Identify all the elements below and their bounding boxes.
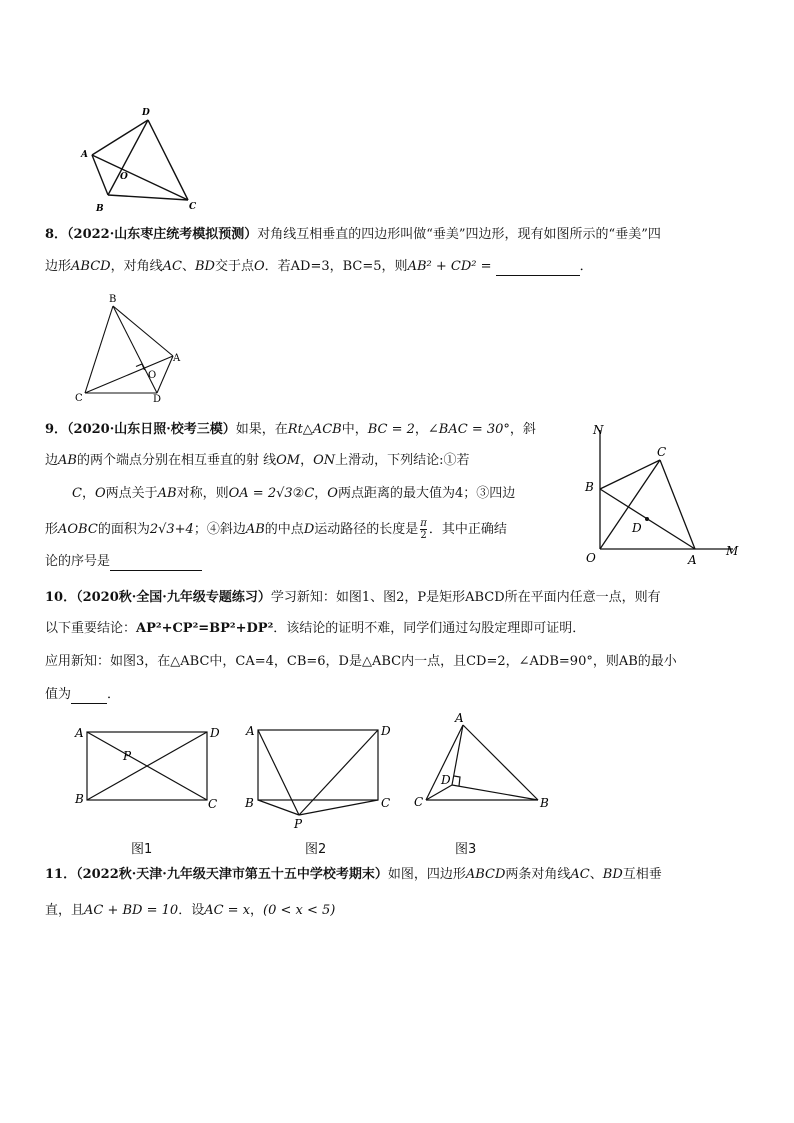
q8-expression: AB² + CD² = [407, 259, 492, 274]
q8-ac: AC [162, 259, 182, 274]
q9-line3 [72, 485, 515, 503]
q9-o-2: O [327, 486, 338, 501]
q8-text-2a: 边形 [45, 259, 72, 274]
q10-line2 [45, 620, 585, 638]
q8-label-b: B [109, 294, 117, 305]
q8-source: （2022·山东枣庄统考模拟预测） [67, 227, 258, 242]
q8-ad: AD=3 [290, 259, 330, 274]
q11-number: 11． [45, 867, 77, 882]
q9-c-2: C [304, 486, 315, 501]
q9-ab-2: AB [157, 486, 177, 501]
q9-fraction [420, 518, 427, 541]
q9-label-b: B [585, 480, 594, 494]
q10-source: （2020秋·全国·九年级专题练习） [76, 590, 271, 605]
q9-claim-3: ；③四边 [463, 486, 516, 501]
q11-source: （2022秋·天津·九年级天津市第五十五中学校考期末） [76, 867, 388, 882]
q9-text-4g: ．其中正确结 [428, 522, 507, 537]
q8-bc: BC=5 [342, 259, 382, 274]
q10-text-2a: 以下重要结论： [45, 621, 137, 636]
q11-abcd: ABCD [465, 867, 506, 882]
fig2-label-b: B [245, 796, 254, 810]
q9-text-2c: 上滑动，下列结论: [335, 453, 444, 468]
q10-number: 10． [45, 590, 77, 605]
fig2-label-d: D [381, 724, 391, 738]
q10-line1 [45, 589, 661, 607]
q8-label-c: C [75, 393, 83, 404]
q9-label-n: N [593, 423, 604, 437]
q9-fraction-numerator: π [420, 518, 427, 529]
fig3-label-d: D [441, 773, 451, 787]
fig1-label-a: A [75, 726, 84, 740]
q11-ac-x: AC = x [204, 903, 251, 918]
q8-label-o: O [148, 370, 157, 381]
q10-text-2b: ．该结论的证明不难，同学们通过勾股定理即可证明． [273, 621, 586, 636]
q10-formula: AP²+CP²=BP²+DP² [136, 621, 274, 636]
q11-ac: AC [570, 867, 590, 882]
q8-line1 [45, 226, 661, 244]
q9-d: D [303, 522, 315, 537]
fig2-label-c: C [381, 796, 391, 810]
fig1-label-b: B [75, 792, 84, 806]
q9-text-3b: ， [81, 486, 95, 501]
fig3-caption: 图3 [455, 842, 477, 857]
q9-comma-2: ， [300, 453, 314, 468]
q10-line3 [45, 653, 677, 671]
label-o: O [120, 172, 128, 182]
q9-claim-4: ；④斜边 [193, 522, 246, 537]
label-b: B [96, 204, 104, 214]
q8-text-2b: ，对角线 [110, 259, 163, 274]
q8-sep: 、 [181, 259, 195, 274]
q9-om: OM [276, 453, 301, 468]
fig1-caption: 图1 [131, 842, 153, 857]
q8-end: ． [579, 259, 593, 274]
q11-bd: BD [602, 867, 623, 882]
q8-line2 [45, 258, 593, 276]
q8-text-2d: ．若 [264, 259, 291, 274]
label-d: D [142, 108, 150, 118]
q9-text-3d: 两点关于 [105, 486, 158, 501]
q8-text-1: 对角线互相垂直的四边形叫做“垂美”四边形，现有如图所示的“垂美”四 [257, 227, 661, 242]
q9-text-4d: 的中点 [264, 522, 304, 537]
q8-o: O [253, 259, 265, 274]
q9-line1 [45, 421, 536, 439]
fig3-label-c: C [414, 795, 424, 809]
q9-c: C [72, 486, 82, 501]
q9-label-o: O [586, 551, 596, 565]
q8-label-a: A [173, 353, 181, 364]
q10-text-3: 应用新知：如图3，在△ABC中，CA=4，CB=6，D是△ABC内一点，且CD=2，∠ADB=90°，则AB的最小 [45, 654, 677, 669]
fig1-label-d: D [210, 726, 220, 740]
q8-answer-blank[interactable] [496, 261, 580, 276]
fig2-caption: 图2 [305, 842, 327, 857]
q9-text-4f: 运动路径的长度是 [314, 522, 419, 537]
fig3-label-a: A [455, 711, 464, 725]
q9-text-4a: 形 [45, 522, 59, 537]
figure-top-quadrilateral [0, 0, 794, 220]
q9-bc: BC = 2 [367, 422, 415, 437]
q9-answer-blank[interactable] [110, 556, 202, 571]
fig1-label-c: C [208, 797, 218, 811]
q11-range: (0 < x < 5) [263, 903, 336, 918]
q11-sep: 、 [589, 867, 603, 882]
q9-angle: ∠BAC = 30° [427, 422, 510, 437]
fig1-label-p: P [123, 749, 132, 763]
q9-text-1c: ，斜 [509, 422, 536, 437]
q9-figure [580, 420, 780, 580]
q9-line5 [45, 553, 202, 571]
fig2-label-p: P [294, 817, 303, 831]
q9-label-a: A [688, 553, 697, 567]
q8-number: 8． [45, 227, 68, 242]
q10-end: ． [107, 687, 121, 702]
q9-label-d: D [632, 521, 642, 535]
fig3-label-b: B [540, 796, 549, 810]
q9-rt-triangle: Rt△ACB [287, 422, 342, 437]
q9-text-2a: 边 [45, 453, 59, 468]
q9-number: 9． [45, 422, 68, 437]
q11-text-1a: 如图，四边形 [387, 867, 466, 882]
q9-claim-1: ①若 [443, 453, 470, 468]
q8-abcd: ABCD [71, 259, 111, 274]
q9-text-5: 论的序号是 [45, 554, 111, 569]
q9-label-c: C [657, 445, 667, 459]
q9-o: O [94, 486, 106, 501]
q9-text-1b: 中， [341, 422, 368, 437]
q9-claim-2: ② [292, 486, 305, 501]
q8-label-d: D [153, 394, 162, 405]
q8-text-2e: ，则 [381, 259, 408, 274]
q9-label-m: M [726, 544, 739, 558]
q9-line2 [45, 452, 470, 470]
q11-text-1c: 互相垂 [622, 867, 662, 882]
q11-line1 [45, 866, 662, 884]
q9-text-3f: 对称，则 [176, 486, 229, 501]
q11-sum: AC + BD = 10 [84, 903, 179, 918]
q8-bd: BD [194, 259, 215, 274]
q11-comma: ， [250, 903, 264, 918]
q9-aobc: AOBC [58, 522, 98, 537]
q9-source: （2020·山东日照·校考三模） [67, 422, 236, 437]
q9-fraction-denominator: 2 [420, 530, 427, 541]
q10-figures [0, 700, 794, 860]
q8-text-2c: 交于点 [214, 259, 254, 274]
q9-text-3h: ， [314, 486, 328, 501]
q9-value-4: 4 [454, 486, 464, 501]
q9-line4 [45, 518, 507, 541]
label-a: A [81, 150, 88, 160]
q9-text-1a: 如果，在 [235, 422, 288, 437]
q9-comma: ， [414, 422, 428, 437]
q8-figure [0, 290, 220, 410]
q11-text-2b: ．设 [178, 903, 205, 918]
q11-line2 [45, 902, 335, 920]
q10-text-4: 值为 [45, 687, 72, 702]
q9-ab-3: AB [245, 522, 265, 537]
label-c: C [189, 202, 197, 212]
q9-text-2b: 的两个端点分别在相互垂直的射 线 [76, 453, 277, 468]
q9-text-3j: 两点距离的最大值为 [337, 486, 455, 501]
q9-ab: AB [58, 453, 77, 468]
q9-on: ON [313, 453, 336, 468]
q9-text-4b: 的面积为 [97, 522, 150, 537]
q9-oa: OA = 2√3 [228, 486, 293, 501]
q11-text-1b: 两条对角线 [505, 867, 571, 882]
q9-area: 2√3+4 [149, 522, 194, 537]
fig2-label-a: A [246, 724, 255, 738]
q8-comma: ， [329, 259, 343, 274]
q10-text-1: 学习新知：如图1、图2，P是矩形ABCD所在平面内任意一点，则有 [270, 590, 661, 605]
q11-text-2a: 直，且 [45, 903, 85, 918]
